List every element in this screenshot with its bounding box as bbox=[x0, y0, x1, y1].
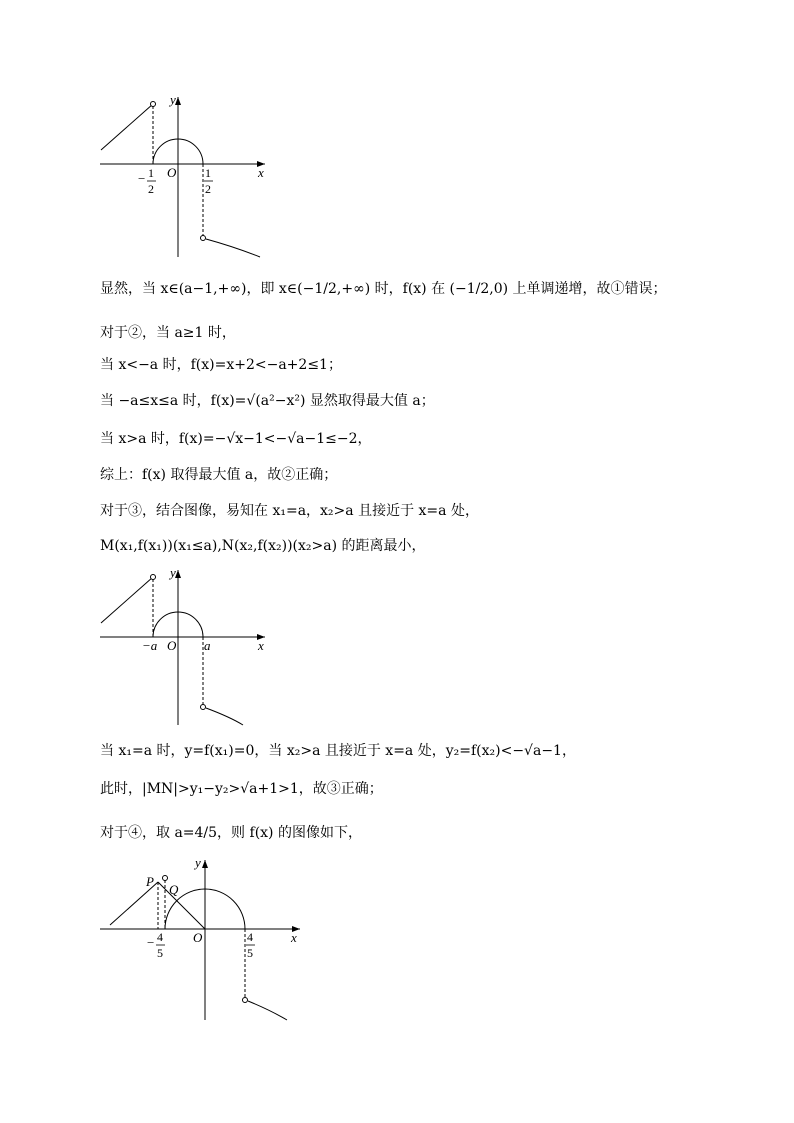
point-p-label: P bbox=[146, 874, 154, 889]
text-line-10: 此时，|MN|>y₁−y₂>√a+1>1，故③正确； bbox=[100, 781, 383, 797]
text-line-7: 对于③，结合图像，易知在 x₁=a，x₂>a 且接近于 x=a 处， bbox=[100, 503, 479, 519]
origin-label: O bbox=[193, 930, 203, 945]
left-tick-denominator: 2 bbox=[148, 182, 154, 196]
left-tick-numerator: 1 bbox=[148, 166, 154, 180]
right-tick-numerator: 1 bbox=[205, 166, 211, 180]
right-tick-denominator: 5 bbox=[247, 946, 253, 960]
y-axis-label: y bbox=[170, 92, 176, 107]
text-line-5: 当 x>a 时，f(x)=−√x−1<−√a−1≤−2， bbox=[100, 431, 372, 447]
text-line-8: M(x₁,f(x₁))(x₁≤a),N(x₂,f(x₂))(x₂>a) 的距离最小， bbox=[100, 538, 426, 554]
left-tick-sign: − bbox=[147, 935, 155, 950]
text-line-3: 当 x<−a 时，f(x)=x+2<−a+2≤1； bbox=[100, 357, 342, 373]
text-line-11: 对于④，取 a=4/5，则 f(x) 的图像如下， bbox=[100, 825, 362, 841]
right-tick-label: a bbox=[204, 638, 211, 653]
text-line-4: 当 −a≤x≤a 时，f(x)=√(a²−x²) 显然取得最大值 a； bbox=[100, 393, 435, 409]
left-tick-label: −a bbox=[142, 638, 158, 653]
graph-figure-2 bbox=[95, 565, 285, 730]
point-q-label: Q bbox=[169, 882, 179, 897]
graph-figure-3 bbox=[95, 855, 315, 1025]
y-axis-label: y bbox=[170, 565, 176, 580]
left-tick-denominator: 5 bbox=[157, 946, 163, 960]
x-axis-label: x bbox=[258, 638, 264, 653]
y-axis-label: y bbox=[195, 855, 201, 870]
origin-label: O bbox=[167, 638, 177, 653]
graph-figure-1 bbox=[95, 92, 285, 262]
text-line-2: 对于②，当 a≥1 时， bbox=[100, 325, 236, 341]
x-axis-label: x bbox=[291, 930, 297, 945]
text-line-9: 当 x₁=a 时，y=f(x₁)=0，当 x₂>a 且接近于 x=a 处，y₂=f(x₂)<−√a−1， bbox=[100, 743, 576, 759]
origin-label: O bbox=[167, 165, 177, 180]
text-line-6: 综上：f(x) 取得最大值 a，故②正确； bbox=[100, 467, 338, 483]
x-axis-label: x bbox=[258, 165, 264, 180]
left-tick-numerator: 4 bbox=[157, 930, 163, 944]
right-tick-numerator: 4 bbox=[247, 930, 253, 944]
left-tick-sign: − bbox=[138, 171, 146, 186]
text-line-1: 显然，当 x∈(a−1,+∞)，即 x∈(−1/2,+∞) 时，f(x) 在 (−1/2,0) 上单调递增，故①错误； bbox=[100, 281, 667, 297]
right-tick-denominator: 2 bbox=[205, 182, 211, 196]
